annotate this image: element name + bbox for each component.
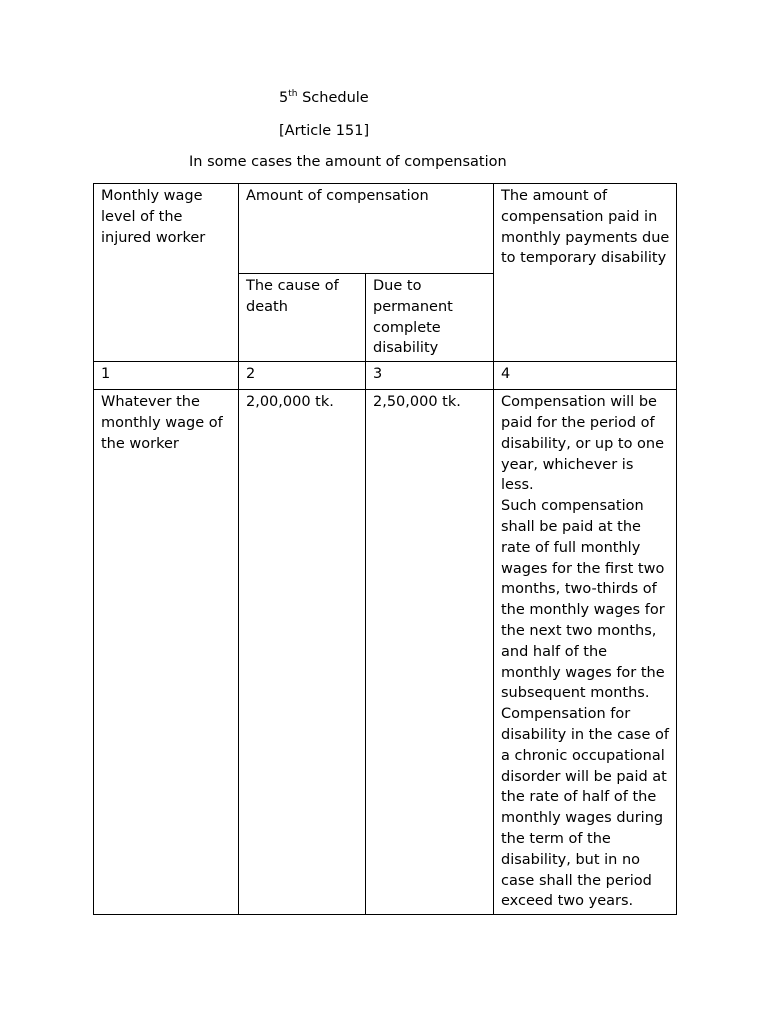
cell-disability-amount: 2,50,000 tk. [366,390,494,915]
header-amount-of-compensation: Amount of compensation [239,184,494,274]
intro-heading: In some cases the amount of compensation [189,154,507,170]
column-number: 1 [94,362,239,390]
column-number: 3 [366,362,494,390]
cell-death-amount: 2,00,000 tk. [239,390,366,915]
table-row [94,390,677,915]
schedule-title [279,88,369,108]
compensation-table [93,183,677,915]
article-reference: [Article 151] [279,123,370,139]
header-cause-of-death: The cause of death [239,274,366,362]
schedule-word: Schedule [302,90,369,106]
column-number: 4 [494,362,677,390]
header-wage-level: Monthly wage level of the injured worker [94,184,239,362]
temporary-paragraph: Compensation will be paid for the period of disability, or up to one year, whichever is less. [501,394,665,494]
temporary-paragraph: Compensation for disability in the case of a chronic occupational disorder will be paid at the rate of half of the monthly wages during the term of the disability, but in no case shall the period exceed two years. [501,706,669,910]
column-number-row [94,362,677,390]
header-permanent-disability: Due to permanent complete disability [366,274,494,362]
table-header-row [94,184,677,274]
temporary-paragraph: Such compensation shall be paid at the rate of full monthly wages for the first two months, two-thirds of the monthly wages for the next two months, and half of the monthly wages for the subsequent months. [501,498,665,702]
schedule-ordinal-suffix: th [288,89,298,100]
cell-temporary-disability [494,390,677,915]
cell-wage: Whatever the monthly wage of the worker [94,390,239,915]
column-number: 2 [239,362,366,390]
header-monthly-payments: The amount of compensation paid in monthly payments due to temporary disability [494,184,677,362]
schedule-ordinal: 5 [279,90,289,106]
